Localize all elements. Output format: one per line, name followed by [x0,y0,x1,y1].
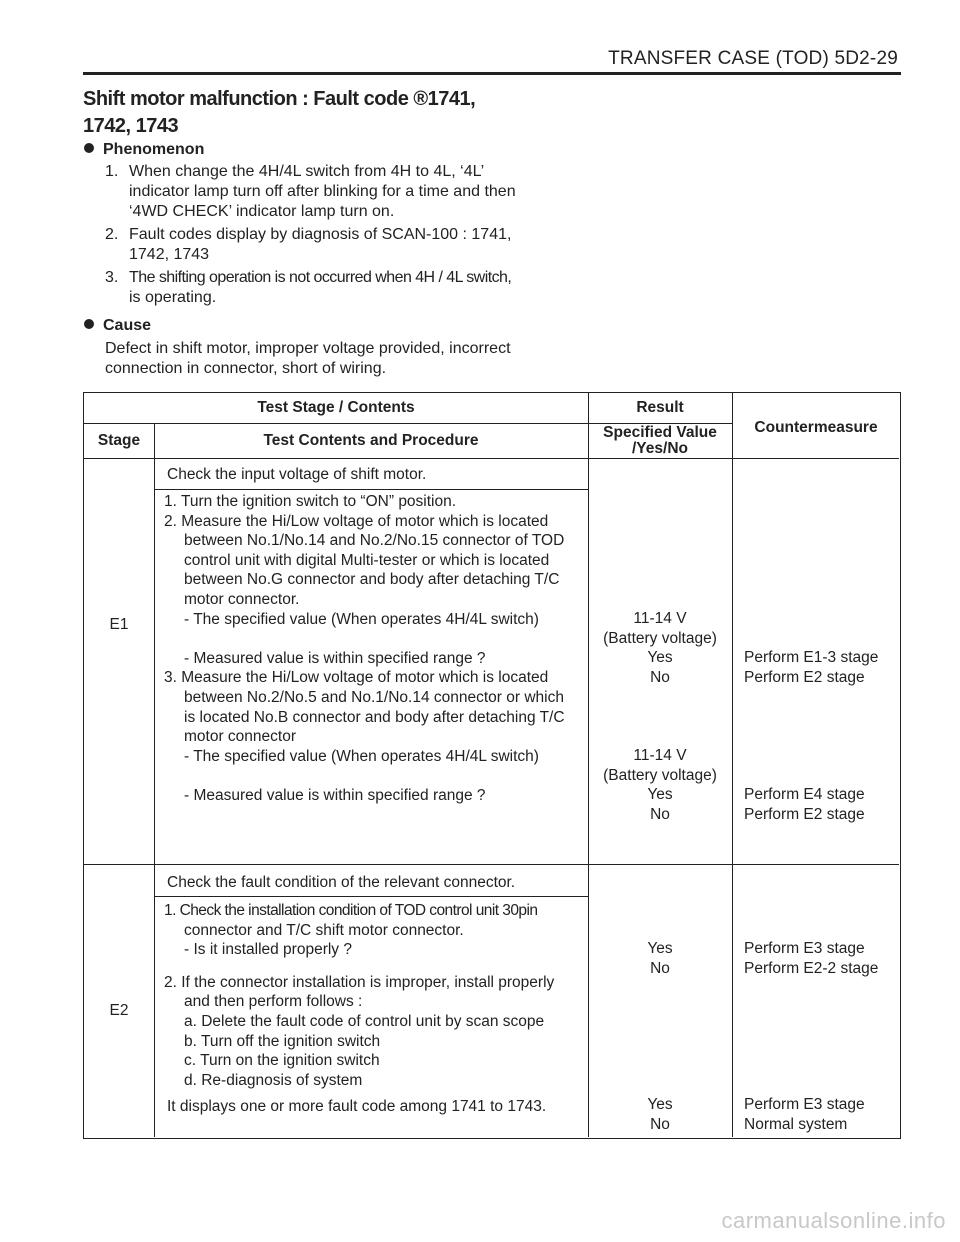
item-number: 3. [105,269,119,286]
item-line: ‘4WD CHECK’ indicator lamp turn on. [129,203,395,220]
e2-step-1-line: connector and T/C shift motor connector. [184,921,464,939]
phenomenon-label: Phenomenon [103,141,205,158]
header-specified-value [588,425,732,457]
e2-procedure [164,901,584,1090]
e1-step-3-line: is located No.B connector and body after detaching T/C [184,708,565,726]
e1-r1-value: 11-14 V [633,610,687,627]
e2-substep: d. Re-diagnosis of system [184,1071,363,1089]
e1-result-1 [588,609,732,687]
header-rule [83,72,901,75]
cause-text [105,339,511,379]
item-line: indicator lamp turn off after blinking for a time and then [129,183,516,200]
header-test-stage-contents: Test Stage / Contents [257,399,415,416]
e1-procedure [164,492,584,806]
e1-r1-note: (Battery voltage) [603,629,717,647]
e1-check-rule [154,489,588,490]
header-bottom-rule [84,458,899,459]
item-number: 2. [105,226,119,243]
diagnosis-table [83,392,901,1139]
e2-c2-yes: Perform E3 stage [744,1096,865,1113]
e2-r1-yes: Yes [647,940,673,957]
item-line: Fault codes display by diagnosis of SCAN-100 : 1741, [129,226,512,243]
e2-check-rule [154,896,588,897]
e1-step-2-line: 2. Measure the Hi/Low voltage of motor which is located [164,512,549,530]
e1-e2-rule [84,864,899,865]
bullet-icon [84,143,94,153]
e1-c1-no: Perform E2 stage [744,668,865,686]
item-number: 1. [105,163,119,180]
e1-step-2-line: motor connector. [184,590,300,608]
e1-c1-yes: Perform E1-3 stage [744,649,879,666]
e2-countermeasure-1 [744,939,878,978]
e2-result-1 [588,939,732,978]
section-title-line-2: 1742, 1743 [83,115,179,137]
e1-c2-yes: Perform E4 stage [744,786,865,803]
e2-step-2-line: 2. If the connector installation is improper, install properly [164,973,555,991]
e1-step-1: 1. Turn the ignition switch to “ON” position. [164,493,457,510]
header-stage: Stage [97,432,141,449]
e1-countermeasure-2 [744,785,865,824]
e2-step-2-line: and then perform follows : [184,993,363,1011]
header-test-contents: Test Contents and Procedure [263,432,479,449]
e2-r1-no: No [650,959,670,977]
result-column-divider [732,393,733,1137]
spacer [164,960,584,973]
e1-step-2-line: control unit with digital Multi-tester or which is located [184,551,550,569]
phenomenon-list [105,162,525,308]
phenomenon-item [105,225,525,265]
e1-step-3-line: between No.2/No.5 and No.1/No.14 connector or which [184,688,564,706]
e2-c1-no: Perform E2-2 stage [744,959,879,977]
e2-countermeasure-2 [744,1095,865,1134]
header-specified-value-label: Specified Value [603,424,717,441]
e2-substep: b. Turn off the ignition switch [184,1032,381,1050]
e2-check-title: Check the fault condition of the relevant connector. [167,874,516,891]
e1-step-3-spec: - The specified value (When operates 4H/4L switch) [184,747,539,765]
phenomenon-item [105,268,525,308]
e2-r2-yes: Yes [647,1096,673,1113]
stage-e1: E1 [109,616,129,633]
e2-result-2 [588,1095,732,1134]
phenomenon-item [105,162,525,222]
e1-countermeasure-1 [744,648,878,687]
stage-column-divider [154,423,155,1137]
e2-substep: c. Turn on the ignition switch [184,1052,380,1070]
e1-r2-yes: Yes [647,786,673,804]
e1-r2-value: 11-14 V [633,747,687,764]
e1-step-2-line: between No.G connector and body after detaching T/C [184,571,560,589]
e2-step-1-question: - Is it installed properly ? [184,941,352,959]
bullet-icon [84,319,94,329]
item-line: is operating. [129,289,217,306]
item-line: The shifting operation is not occurred when 4H / 4L switch, [129,269,512,286]
section-title [83,86,475,140]
e1-check-title: Check the input voltage of shift motor. [167,466,427,483]
cause-line: connection in connector, short of wiring. [105,360,387,377]
e2-r2-no: No [650,1115,670,1133]
watermark: carmanualsonline.info [721,1208,946,1233]
section-title-line-1: Shift motor malfunction : Fault code ®1741, [83,88,476,110]
header-result: Result [636,399,684,416]
e2-step-1-line: 1. Check the installation condition of TOD control unit 30pin [164,902,538,919]
e1-step-3-line: motor connector [184,728,296,746]
e1-step-2-line: between No.1/No.14 and No.2/No.15 connector of TOD [184,532,565,550]
stage-e2: E2 [109,1002,129,1019]
e2-final-check: It displays one or more fault code among 1741 to 1743. [167,1098,547,1115]
e1-result-2 [588,746,732,824]
item-line: When change the 4H/4L switch from 4H to 4L, ‘4L’ [129,163,485,180]
header-yes-no: /Yes/No [632,440,688,457]
e1-step-3-measured: - Measured value is within specified range ? [184,786,486,804]
e2-substep: a. Delete the fault code of control unit by scan scope [184,1012,545,1030]
cause-label: Cause [103,317,152,334]
e2-c2-no: Normal system [744,1115,848,1133]
cause-heading [84,316,151,336]
e1-r2-note: (Battery voltage) [603,766,717,784]
e1-step-2-spec: - The specified value (When operates 4H/4L switch) [184,610,539,628]
item-line: 1742, 1743 [129,246,210,263]
e1-step-2-measured: - Measured value is within specified range ? [184,649,486,667]
e1-step-3-line: 3. Measure the Hi/Low voltage of motor which is located [164,669,549,687]
e1-r1-yes: Yes [647,649,673,667]
e1-r2-no: No [650,805,670,823]
spacer [164,766,584,786]
e2-c1-yes: Perform E3 stage [744,940,865,957]
e1-c2-no: Perform E2 stage [744,805,865,823]
cause-line: Defect in shift motor, improper voltage provided, incorrect [105,340,511,357]
header-countermeasure: Countermeasure [754,419,878,436]
running-header: TRANSFER CASE (TOD) 5D2-29 [608,48,898,69]
e1-r1-no: No [650,668,670,686]
spacer [164,629,584,649]
phenomenon-heading [84,140,204,160]
